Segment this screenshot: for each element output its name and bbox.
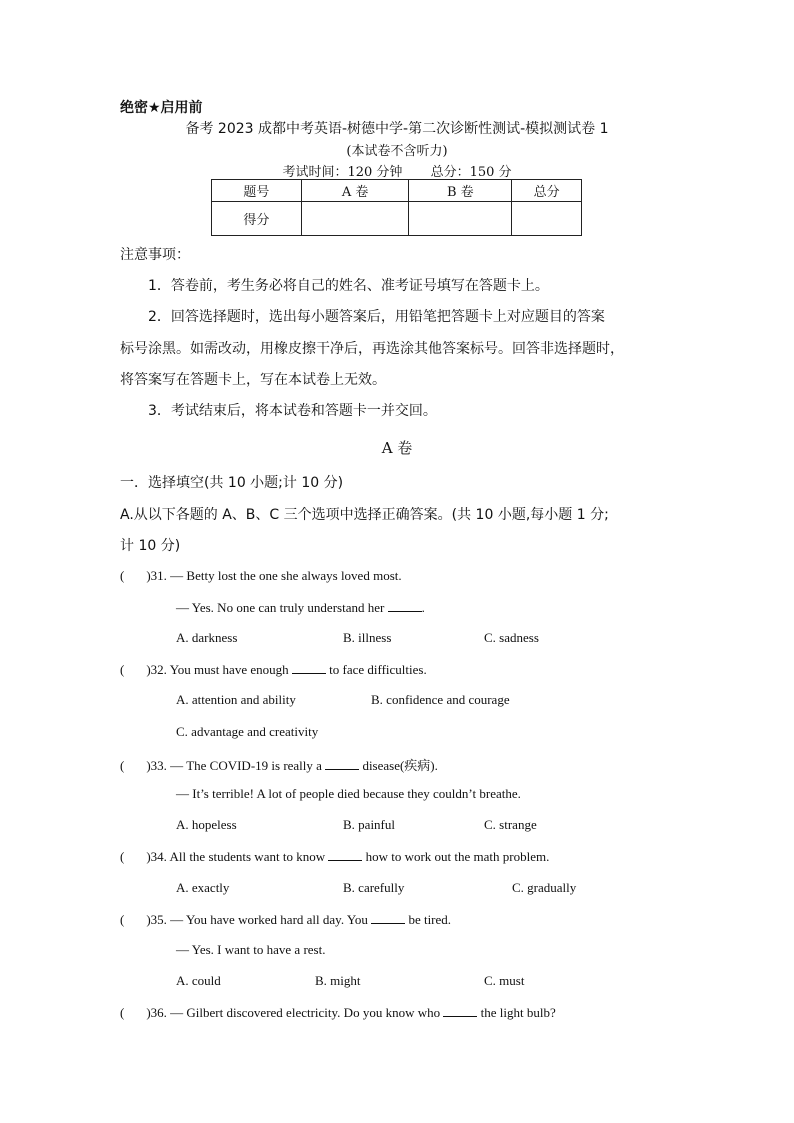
option-a: A. could [176,973,221,988]
question-stem: the light bulb? [480,1005,556,1020]
question-33-line-2: — It’s terrible! A lot of people died because they couldn’t breathe. [176,786,521,801]
option-b: B. illness [343,630,392,645]
question-33 [120,755,438,774]
question-stem: )31. — Betty lost the one she always loved most. [146,568,402,583]
question-text: . [421,600,425,615]
question-stem: be tired. [408,912,452,927]
option-a: A. exactly [176,880,230,895]
option-c: C. must [484,973,525,988]
score-cell: A 卷 [301,180,409,202]
question-stem: disease(疾病). [362,758,438,773]
score-table-score-row [212,202,582,236]
question-31 [120,568,402,584]
paren-left: ( [120,662,125,677]
paren-left: ( [120,568,125,583]
answer-blank [325,757,359,770]
notice-item-2-line-3: 将答案写在答题卡上，写在本试卷上无效。 [120,372,386,388]
option-b: B. carefully [343,880,405,895]
exam-info [0,161,794,180]
score-cell [301,202,409,236]
question-stem: how to work out the math problem. [365,849,550,864]
question-text: — Yes. No one can truly understand her [176,600,385,615]
instruction-line-2: 计 10 分) [120,538,181,554]
option-b: B. confidence and courage [371,692,510,707]
answer-blank [443,1004,477,1017]
score-cell: 得分 [212,202,302,236]
paren-left: ( [120,758,125,773]
question-stem: )32. You must have enough [146,662,289,677]
option-a: A. darkness [176,630,238,645]
option-a: A. attention and ability [176,692,296,707]
question-stem: to face difficulties. [329,662,427,677]
exam-time: 考试时间：120 分钟 [282,165,403,180]
notice-heading: 注意事项： [120,247,190,263]
question-32 [120,661,427,678]
question-36 [120,1004,556,1021]
score-table [211,179,582,236]
answer-blank [371,911,405,924]
answer-blank [388,599,422,612]
paren-left: ( [120,849,125,864]
instruction-line-1: A.从以下各题的 A、B、C 三个选项中选择正确答案。(共 10 小题,每小题 1 分; [120,507,609,523]
option-c: C. sadness [484,630,539,645]
score-cell: 总分 [512,180,582,202]
option-b: B. might [315,973,361,988]
section-a-title: A 卷 [381,439,413,457]
notice-item-2-line-2: 标号涂黑。如需改动，用橡皮擦干净后，再选涂其他答案标号。回答非选择题时， [120,341,624,357]
question-stem: )35. — You have worked hard all day. You [146,912,368,927]
secret-label: 绝密★启用前 [120,100,203,116]
notice-item-3: 3．考试结束后，将本试卷和答题卡一并交回。 [148,403,437,419]
score-table-header-row [212,180,582,202]
question-35 [120,911,451,928]
option-c: C. advantage and creativity [176,724,319,739]
option-c: C. gradually [512,880,577,895]
option-a: A. hopeless [176,817,237,832]
total-score: 总分：150 分 [430,165,512,180]
score-cell: B 卷 [409,180,512,202]
exam-subtitle: (本试卷不含听力) [346,144,448,159]
question-stem: )34. All the students want to know [146,849,326,864]
paren-left: ( [120,912,125,927]
answer-blank [292,661,326,674]
score-cell [409,202,512,236]
notice-item-2-line-1: 2．回答选择题时，选出每小题答案后，用铅笔把答题卡上对应题目的答案 [148,309,605,325]
question-stem: )33. — The COVID-19 is really a [146,758,322,773]
score-cell: 题号 [212,180,302,202]
paren-left: ( [120,1005,125,1020]
question-34 [120,848,549,865]
notice-item-1: 1．答卷前，考生务必将自己的姓名、准考证号填写在答题卡上。 [148,278,549,294]
option-b: B. painful [343,817,395,832]
score-cell [512,202,582,236]
question-35-line-2: — Yes. I want to have a rest. [176,942,326,957]
question-stem: )36. — Gilbert discovered electricity. Do you know who [146,1005,441,1020]
answer-blank [328,848,362,861]
part1-title: 一．选择填空(共 10 小题;计 10 分) [120,475,344,491]
option-c: C. strange [484,817,537,832]
exam-title: 备考 2023 成都中考英语-树德中学-第二次诊断性测试-模拟测试卷 1 [185,121,609,137]
question-31-line-2 [176,599,425,616]
